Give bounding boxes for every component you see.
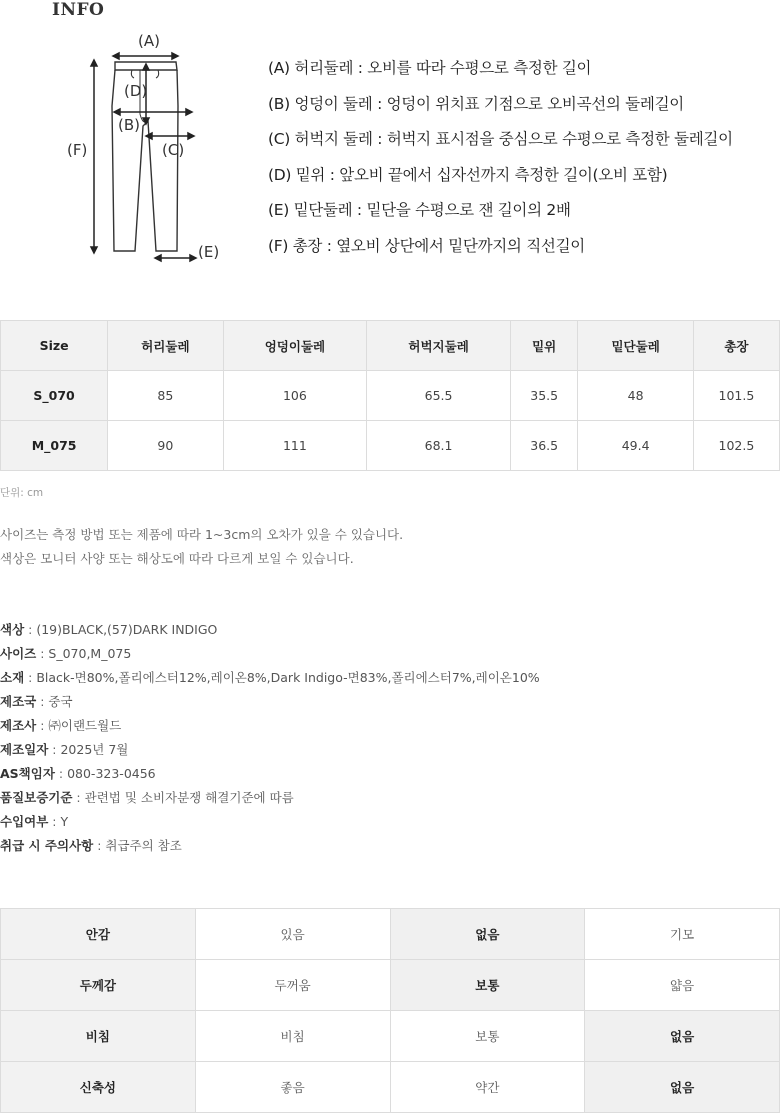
spec-key: 사이즈 bbox=[0, 646, 37, 661]
spec-value: (19)BLACK,(57)DARK INDIGO bbox=[36, 622, 218, 637]
spec-key: 취급 시 주의사항 bbox=[0, 838, 94, 853]
feature-row bbox=[1, 1062, 780, 1113]
legend-item-d: (D) 밑위 : 앞오비 끝에서 십자선까지 측정한 길이(오비 포함) bbox=[268, 165, 668, 184]
header-cell: 허리둘레 bbox=[108, 321, 223, 371]
feature-option: 얇음 bbox=[585, 960, 780, 1011]
spec-row bbox=[0, 668, 540, 692]
table-cell: 49.4 bbox=[578, 421, 693, 471]
legend-item-a: (A) 허리둘레 : 오비를 따라 수평으로 측정한 길이 bbox=[268, 59, 592, 77]
spec-separator: : bbox=[36, 694, 49, 709]
label-f: (F) bbox=[67, 141, 88, 159]
product-specs bbox=[0, 620, 540, 860]
spec-key: 소재 bbox=[0, 670, 25, 685]
feature-row bbox=[1, 1011, 780, 1062]
spec-row bbox=[0, 740, 540, 764]
feature-option-selected: 없음 bbox=[390, 909, 585, 960]
table-cell: 102.5 bbox=[693, 421, 779, 471]
spec-separator: : bbox=[24, 622, 37, 637]
spec-row bbox=[0, 836, 540, 860]
feature-row bbox=[1, 909, 780, 960]
feature-option-selected: 없음 bbox=[585, 1062, 780, 1113]
header-cell: 총장 bbox=[693, 321, 779, 371]
spec-key: 제조국 bbox=[0, 694, 37, 709]
note-line: 사이즈는 측정 방법 또는 제품에 따라 1~3cm의 오차가 있을 수 있습니다. bbox=[0, 527, 404, 542]
legend-item-e: (E) 밑단둘레 : 밑단을 수평으로 잰 길이의 2배 bbox=[268, 201, 571, 220]
spec-separator: : bbox=[54, 766, 68, 781]
spec-value: S_070,M_075 bbox=[48, 646, 132, 661]
table-cell: 35.5 bbox=[510, 371, 578, 421]
table-cell: 68.1 bbox=[367, 421, 511, 471]
legend-item-b: (B) 엉덩이 둘레 : 엉덩이 위치표 기점으로 오비곡선의 둘레길이 bbox=[268, 94, 684, 113]
spec-value: 2025년 7월 bbox=[60, 742, 129, 757]
size-label-cell: S_070 bbox=[1, 371, 108, 421]
feature-option-selected: 없음 bbox=[585, 1011, 780, 1062]
spec-separator: : bbox=[36, 646, 49, 661]
info-title: INFO bbox=[52, 0, 105, 20]
feature-option: 기모 bbox=[585, 909, 780, 960]
spec-value: Y bbox=[60, 814, 69, 829]
table-cell: 111 bbox=[223, 421, 367, 471]
spec-row bbox=[0, 644, 540, 668]
feature-option: 약간 bbox=[390, 1062, 585, 1113]
table-cell: 106 bbox=[223, 371, 367, 421]
feature-label: 두께감 bbox=[1, 960, 196, 1011]
header-cell: 밑위 bbox=[510, 321, 578, 371]
header-cell: 엉덩이둘레 bbox=[223, 321, 367, 371]
spec-row bbox=[0, 812, 540, 836]
feature-option: 두꺼움 bbox=[195, 960, 390, 1011]
legend-item-c: (C) 허벅지 둘레 : 허벅지 표시점을 중심으로 수평으로 측정한 둘레길이 bbox=[268, 130, 733, 149]
spec-row bbox=[0, 620, 540, 644]
label-a: (A) bbox=[138, 32, 160, 50]
spec-value: ㈜이랜드월드 bbox=[48, 718, 122, 733]
measurement-legend bbox=[268, 55, 733, 269]
spec-key: 색상 bbox=[0, 622, 25, 637]
header-cell: 밑단둘레 bbox=[578, 321, 693, 371]
table-row bbox=[1, 421, 780, 471]
table-row bbox=[1, 371, 780, 421]
pants-diagram bbox=[60, 26, 230, 271]
spec-value: Black-면80%,폴리에스터12%,레이온8%,Dark Indigo-면83%,폴리에스터7%,레이온10% bbox=[36, 670, 540, 685]
feature-label: 안감 bbox=[1, 909, 196, 960]
spec-key: 수입여부 bbox=[0, 814, 49, 829]
spec-row bbox=[0, 692, 540, 716]
spec-row bbox=[0, 788, 540, 812]
size-notes bbox=[0, 523, 403, 571]
spec-separator: : bbox=[93, 838, 106, 853]
spec-separator: : bbox=[36, 718, 49, 733]
table-cell: 65.5 bbox=[367, 371, 511, 421]
header-cell: 허벅지둘레 bbox=[367, 321, 511, 371]
table-cell: 85 bbox=[108, 371, 223, 421]
spec-key: 품질보증기준 bbox=[0, 790, 73, 805]
spec-value: 중국 bbox=[48, 694, 73, 709]
feature-label: 비침 bbox=[1, 1011, 196, 1062]
table-cell: 36.5 bbox=[510, 421, 578, 471]
label-d: (D) bbox=[124, 82, 148, 100]
label-e: (E) bbox=[198, 243, 220, 261]
spec-value: 관련법 및 소비자분쟁 해결기준에 따름 bbox=[84, 790, 294, 805]
spec-row bbox=[0, 716, 540, 740]
spec-value: 취급주의 참조 bbox=[105, 838, 182, 853]
feature-option: 있음 bbox=[195, 909, 390, 960]
spec-key: 제조일자 bbox=[0, 742, 49, 757]
spec-row bbox=[0, 764, 540, 788]
table-cell: 90 bbox=[108, 421, 223, 471]
feature-option: 비침 bbox=[195, 1011, 390, 1062]
note-line: 색상은 모니터 사양 또는 해상도에 따라 다르게 보일 수 있습니다. bbox=[0, 551, 354, 566]
label-c: (C) bbox=[162, 141, 185, 159]
table-cell: 48 bbox=[578, 371, 693, 421]
table-cell: 101.5 bbox=[693, 371, 779, 421]
feature-option: 보통 bbox=[390, 1011, 585, 1062]
unit-note: 단위: cm bbox=[0, 487, 44, 499]
feature-row bbox=[1, 960, 780, 1011]
header-cell: Size bbox=[1, 321, 108, 371]
spec-separator: : bbox=[48, 742, 61, 757]
feature-label: 신축성 bbox=[1, 1062, 196, 1113]
size-label-cell: M_075 bbox=[1, 421, 108, 471]
legend-item-f: (F) 총장 : 옆오비 상단에서 밑단까지의 직선길이 bbox=[268, 236, 585, 255]
spec-separator: : bbox=[72, 790, 85, 805]
spec-separator: : bbox=[48, 814, 61, 829]
feature-table bbox=[0, 908, 780, 1113]
feature-option: 좋음 bbox=[195, 1062, 390, 1113]
label-b: (B) bbox=[118, 116, 140, 134]
spec-separator: : bbox=[24, 670, 37, 685]
spec-value: 080-323-0456 bbox=[67, 766, 156, 781]
size-table bbox=[0, 320, 780, 471]
spec-key: 제조사 bbox=[0, 718, 37, 733]
size-table-header bbox=[1, 321, 780, 371]
spec-key: AS책임자 bbox=[0, 766, 55, 781]
feature-option-selected: 보통 bbox=[390, 960, 585, 1011]
